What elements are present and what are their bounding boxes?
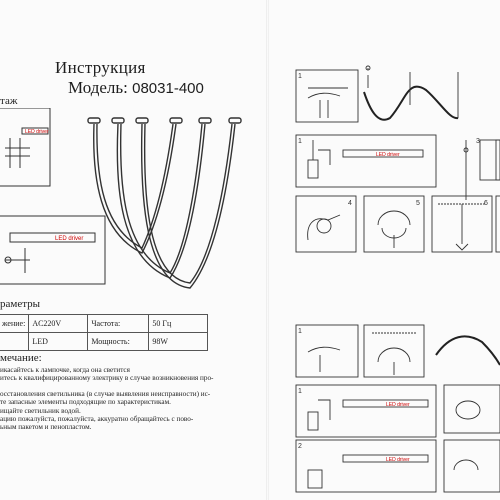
step-number-lower-1: 1 xyxy=(298,388,302,395)
lower-step-1-box xyxy=(296,385,436,437)
right-page xyxy=(268,0,500,500)
step-number-4: 4 xyxy=(348,200,352,207)
step-3-diagram xyxy=(464,140,500,200)
pendant-tube-bottom xyxy=(436,336,500,365)
note-line: ьным пакетом и пенопластом. xyxy=(0,423,92,432)
note-line: итесь к квалифицированному электрику в случае возникновения про- xyxy=(0,374,214,383)
param-voltage-value: AC220V xyxy=(29,315,88,333)
inset-wiring-top xyxy=(0,108,50,186)
step-number-5: 5 xyxy=(416,200,420,207)
driver-label-lower-1: LED driver xyxy=(386,402,410,408)
driver-label-lower-2: LED driver xyxy=(386,457,410,463)
step-overview-box xyxy=(296,70,358,122)
chandelier-drawing xyxy=(0,108,268,303)
installation-steps-drawing xyxy=(268,0,500,500)
canopy-6 xyxy=(229,118,241,123)
param-power-label: Мощность: xyxy=(88,333,149,351)
installation-heading: таж xyxy=(0,95,18,107)
table-row xyxy=(0,333,208,351)
param-voltage-label: жение: xyxy=(0,315,29,333)
note-line: те запасные элементы подходящие по характеристикам. xyxy=(0,398,171,407)
note-line: икасайтесь к лампочке, когда она светится xyxy=(0,366,130,374)
note-line: осстановления светильника (в случае выявления неисправности) ис- xyxy=(0,389,211,398)
driver-label-top: LED driver xyxy=(25,129,49,135)
step-4-box xyxy=(296,196,356,252)
param-frequency-label: Частота: xyxy=(88,315,149,333)
param-type-value: LED xyxy=(29,333,88,351)
step-number-lower-2: 2 xyxy=(298,443,302,450)
notes-list xyxy=(0,366,265,432)
step-5-box xyxy=(364,196,424,252)
note-line: ацию пожалуйста, пожалуйста, аккуратно обращайтесь с пово- xyxy=(0,415,194,424)
canopy-2 xyxy=(112,118,124,123)
model-label: Модель: xyxy=(68,78,128,97)
step-number-6: 6 xyxy=(484,200,488,207)
model-number: 08031-400 xyxy=(132,80,204,97)
driver-label-bottom: LED driver xyxy=(55,236,84,242)
param-frequency-value: 50 Гц xyxy=(149,315,208,333)
canopy-1 xyxy=(88,118,100,123)
step-number-1: 1 xyxy=(298,138,302,145)
step-number-lower-overview: 1 xyxy=(298,328,302,335)
step-number-overview: 1 xyxy=(298,73,302,80)
lower-step-2-box xyxy=(296,440,436,492)
step-6-box xyxy=(432,196,492,252)
parameters-heading: раметры xyxy=(0,298,41,310)
param-type-label xyxy=(0,333,29,351)
note-line xyxy=(0,383,265,390)
parameters-table xyxy=(0,314,208,351)
inset-wiring-bottom xyxy=(0,216,105,284)
canopy-3 xyxy=(136,118,148,123)
lower-ceiling-detail xyxy=(364,325,424,377)
model-line xyxy=(68,78,204,98)
step-1-box xyxy=(296,135,436,187)
canopy-4 xyxy=(170,118,182,123)
table-row xyxy=(0,315,208,333)
pendant-tube-top xyxy=(364,87,458,120)
note-line: ищайте светильник водой. xyxy=(0,406,81,415)
step-number-3: 3 xyxy=(476,138,480,145)
notes-heading: мечание: xyxy=(0,352,42,364)
lower-step-5-box xyxy=(444,440,500,492)
driver-label-step1: LED driver xyxy=(376,152,400,158)
lower-step-4-box xyxy=(444,385,500,433)
page-title: Инструкция xyxy=(55,58,146,77)
canopy-5 xyxy=(199,118,211,123)
lower-overview-box xyxy=(296,325,358,377)
param-power-value: 98W xyxy=(149,333,208,351)
